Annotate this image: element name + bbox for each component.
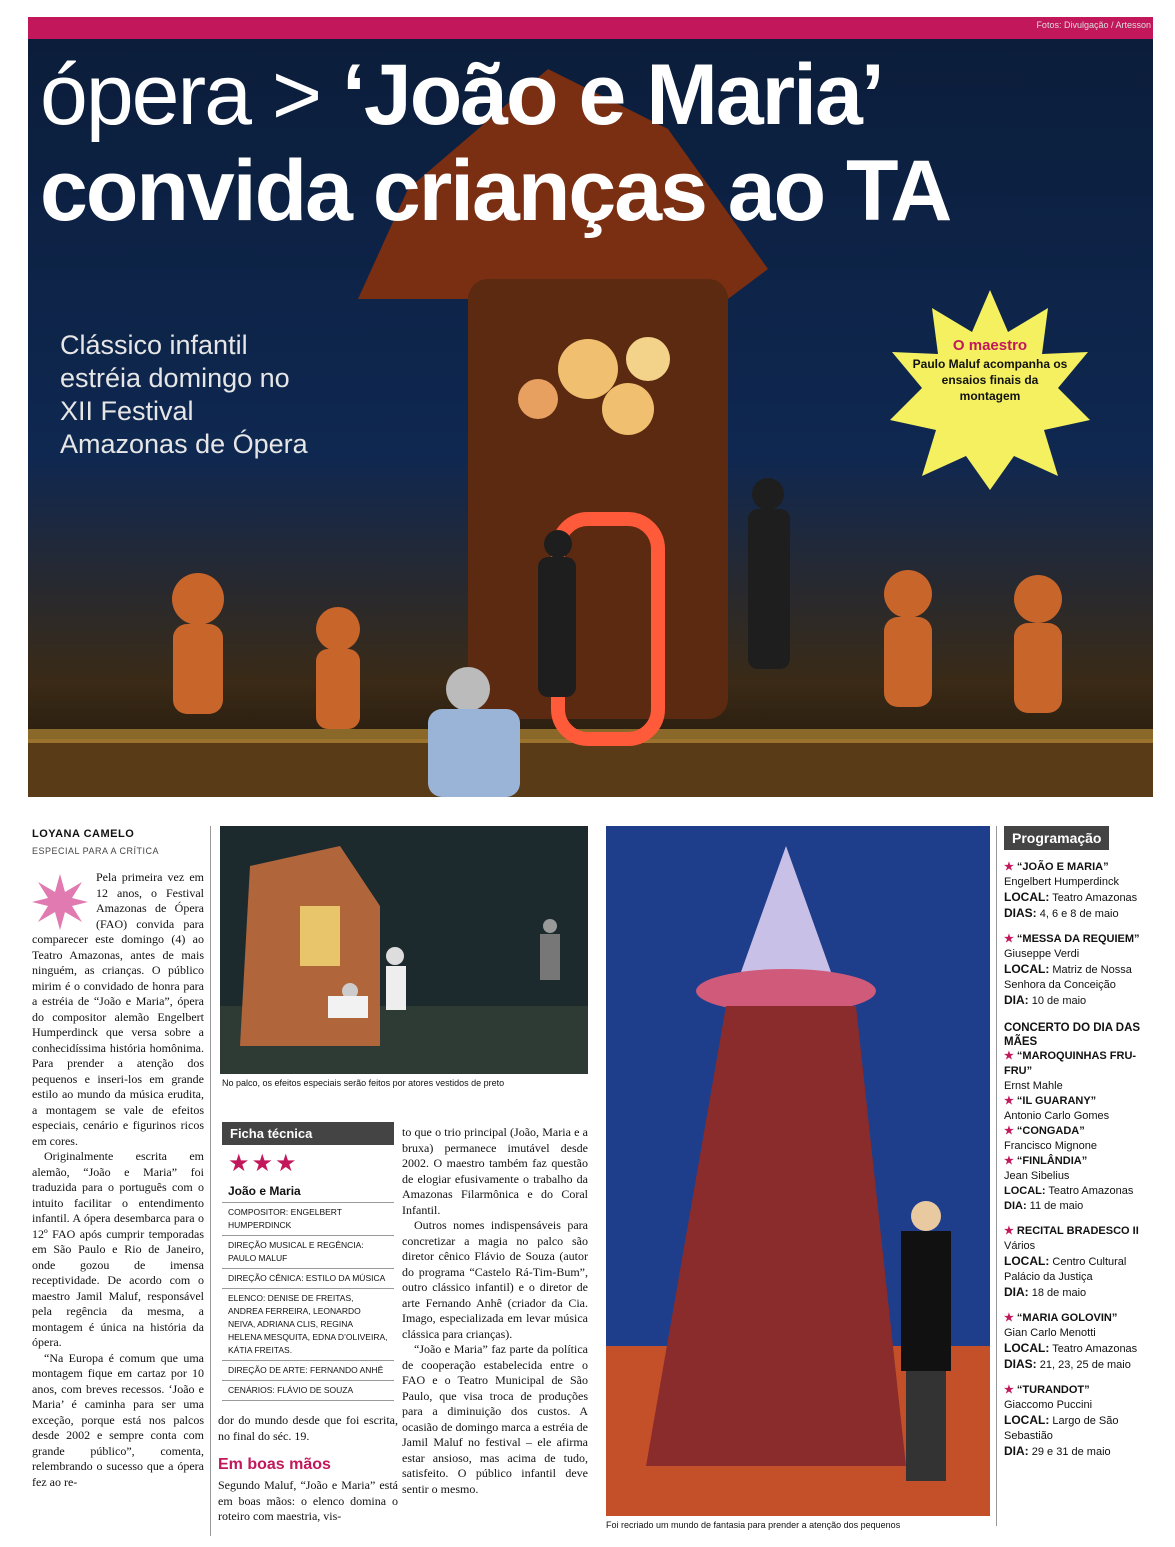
event-dias: 10 de maio [1031, 995, 1087, 1007]
rating-stars: ★★★ [228, 1150, 299, 1177]
event-dias-label: DIA: [1004, 993, 1029, 1007]
article-column-1 [32, 870, 204, 1490]
starburst-body: Paulo Maluf acompanha os ensaios finais da montagem [912, 357, 1068, 403]
lede: Clássico infantil estréia domingo no XII Festival Amazonas de Ópera [60, 330, 308, 459]
event-title: ★ “JOÃO E MARIA” [1004, 860, 1158, 875]
concert-item-author: Ernst Mahle [1004, 1080, 1063, 1092]
concert-local-label: LOCAL: [1004, 1185, 1046, 1197]
concert-item [1004, 1094, 1158, 1124]
witch-photo [606, 826, 990, 1516]
column-divider [996, 826, 997, 1526]
event-title: ★ “MESSA DA REQUIEM” [1004, 932, 1158, 947]
stage-photo-small [220, 826, 588, 1074]
concert-item-title: ★ “IL GUARANY” [1004, 1094, 1158, 1109]
event-local: Teatro Amazonas [1052, 1343, 1138, 1355]
ficha-tecnica-box [222, 1122, 394, 1401]
candy-decoration [626, 337, 670, 381]
candy-decoration [518, 379, 558, 419]
ficha-line: DIREÇÃO DE ARTE: FERNANDO ANHÊ [222, 1361, 394, 1381]
concert-dia: 11 de maio [1029, 1200, 1084, 1212]
event-author: Gian Carlo Menotti [1004, 1327, 1096, 1339]
paragraph: “João e Maria” faz parte da política de cooperação estabelecida entre o FAO e o Teatro Municipal de São Paulo, que visa troca de produções para a diminuição dos custos. A ocasião de domingo marca a estréia de Jamil Maluf no festival – ele afirma estar ansioso, mas acima de tudo, satisfeito. O público infantil deve sentir o mesmo. [402, 1342, 588, 1496]
event-dias: 4, 6 e 8 de maio [1039, 908, 1119, 920]
programacao-sidebar [1004, 826, 1158, 1460]
event-title: ★ RECITAL BRADESCO II [1004, 1224, 1158, 1239]
ficha-title: João e Maria [222, 1178, 394, 1203]
top-accent-bar [28, 17, 1153, 39]
event-item [1004, 1383, 1158, 1460]
starburst-text [910, 338, 1070, 404]
event-local-label: LOCAL: [1004, 1341, 1050, 1355]
concert-local: Teatro Amazonas [1048, 1185, 1134, 1197]
event-local: Teatro Amazonas [1052, 892, 1138, 904]
event-author: Giuseppe Verdi [1004, 948, 1080, 960]
paragraph: Segundo Maluf, “João e Maria” está em boas mãos: o elenco domina o roteiro com maestria, vis- [218, 1478, 398, 1523]
event-item [1004, 860, 1158, 922]
headline [40, 47, 950, 239]
event-author: Giaccomo Puccini [1004, 1399, 1093, 1411]
event-item [1004, 932, 1158, 1009]
event-local: Matriz de Nossa Senhora da Conceição [1004, 964, 1132, 991]
byline-role: ESPECIAL PARA A CRÍTICA [32, 846, 160, 856]
stage-floor [28, 739, 1153, 797]
event-local: Largo de São Sebastião [1004, 1415, 1119, 1442]
candy-decoration [602, 383, 654, 435]
headline-title-2: convida crianças ao TA [40, 143, 951, 239]
ficha-line: COMPOSITOR: ENGELBERT HUMPERDINCK [222, 1203, 394, 1236]
event-dias: 21, 23, 25 de maio [1039, 1359, 1131, 1371]
paragraph: “Na Europa é comum que uma montagem fique em cartaz por 10 anos, com breves recessos. ‘João e Maria’ é caminha para ser uma exceção, porque está nos palcos desde 2002 e sempre conta com grande público”, comenta, relembrando o sucesso que a ópera fez ao re- [32, 1350, 204, 1489]
subheading: Em boas mãos [218, 1456, 331, 1473]
concert-item-title: ★ “CONGADA” [1004, 1124, 1158, 1139]
ficha-line: DIREÇÃO MUSICAL E REGÊNCIA: PAULO MALUF [222, 1236, 394, 1269]
article-column-2c [218, 1478, 398, 1525]
pink-star-icon [32, 874, 88, 930]
stage-photo-illustration [220, 826, 588, 1074]
event-title: ★ “MARIA GOLOVIN” [1004, 1311, 1158, 1326]
ficha-header: Ficha técnica [222, 1122, 394, 1145]
photo-caption-2: Foi recriado um mundo de fantasia para prender a atenção dos pequenos [606, 1520, 901, 1530]
article-column-2 [402, 1125, 588, 1497]
article-column-2b [218, 1413, 398, 1444]
event-item [1004, 1311, 1158, 1373]
photo-credit: Fotos: Divulgação / Artesson [1036, 20, 1151, 30]
event-dias-label: DIAS: [1004, 1357, 1037, 1371]
byline-name: LOYANA CAMELO [32, 828, 135, 840]
event-title: ★ “TURANDOT” [1004, 1383, 1158, 1398]
candy-decoration [558, 339, 618, 399]
witch-photo-illustration [606, 826, 990, 1516]
event-dias-label: DIAS: [1004, 906, 1037, 920]
event-dias: 18 de maio [1031, 1287, 1087, 1299]
concert-item-author: Antonio Carlo Gomes [1004, 1110, 1110, 1122]
event-local-label: LOCAL: [1004, 962, 1050, 976]
event-local: Centro Cultural Palácio da Justiça [1004, 1256, 1127, 1283]
programacao-header: Programação [1004, 826, 1109, 850]
event-local-label: LOCAL: [1004, 1413, 1050, 1427]
concert-item [1004, 1049, 1158, 1094]
event-dias: 29 e 31 de maio [1031, 1446, 1111, 1458]
event-dias-label: DIA: [1004, 1285, 1029, 1299]
event-item [1004, 1224, 1158, 1301]
concert-title: CONCERTO DO DIA DAS MÃES [1004, 1022, 1141, 1048]
headline-kicker: ópera > [40, 47, 342, 143]
concert-item-title: ★ “FINLÂNDIA” [1004, 1154, 1158, 1169]
ficha-line: CENÁRIOS: FLÁVIO DE SOUZA [222, 1381, 394, 1401]
concert-dia-label: DIA: [1004, 1200, 1027, 1212]
paragraph: Pela primeira vez em 12 anos, o Festival Amazonas de Ópera (FAO) convida para comparecer este domingo (4) ao Teatro Amazonas, antes de mais ninguém, as crianças. O público mirim é o convidado de honra para a estréia de “João e Maria”, ópera do compositor alemão Engelbert Humperdinck que versa sobre a conhecidíssima história homônima. Para prender a atenção dos pequenos e inseri-los em grande estilo ao mundo da música erudita, a montagem se vale de efeitos especiais, cenário e figurinos ricos em cores. [32, 870, 204, 1148]
event-local-label: LOCAL: [1004, 1254, 1050, 1268]
paragraph: dor do mundo desde que foi escrita, no final do séc. 19. [218, 1413, 398, 1443]
paragraph: Originalmente escrita em alemão, “João e Maria” foi traduzida para o português com o intuito facilitar o entendimento infantil. A ópera desembarca para o 12º FAO após cumprir temporadas em São Paulo e Rio de Janeiro, onde gozou de imensa receptividade. De acordo com o maestro Jamil Maluf, responsável pela regência da mesma, a montagem é única na história da ópera. [32, 1149, 204, 1349]
event-dias-label: DIA: [1004, 1444, 1029, 1458]
concert-item-author: Francisco Mignone [1004, 1140, 1097, 1152]
concert-item-author: Jean Sibelius [1004, 1170, 1070, 1182]
paragraph: Outros nomes indispensáveis para concretizar a magia no palco são diretor cênico Flávio de Souza (autor do programa “Castelo Rá-Tim-Bum”, outro clássico infantil) e o diretor de arte Fernando Anhê (criador da Cia. Imago, especializada em levar música clássica para crianças). [402, 1218, 588, 1341]
column-divider [210, 826, 211, 1536]
starburst-title: O maestro [952, 337, 1028, 354]
concert-item-title: ★ “MAROQUINHAS FRU-FRU” [1004, 1049, 1158, 1079]
ficha-line: ELENCO: DENISE DE FREITAS, ANDREA FERREIRA, LEONARDO NEIVA, ADRIANA CLIS, REGINA HELENA MESQUITA, EDNA D’OLIVEIRA, KÁTIA FREITAS. [222, 1289, 394, 1361]
paragraph: to que o trio principal (João, Maria e a bruxa) permanece imutável desde 2002. O maestro também faz questão de elogiar efusivamente o trabalho da Amazonas Filarmônica e do Coral Infantil. [402, 1125, 588, 1217]
photo-caption-1: No palco, os efeitos especiais serão feitos por atores vestidos de preto [222, 1078, 505, 1088]
concert-item [1004, 1154, 1158, 1184]
event-author: Engelbert Humperdinck [1004, 876, 1119, 888]
concert-item [1004, 1124, 1158, 1154]
event-author: Vários [1004, 1240, 1036, 1252]
ficha-line: DIREÇÃO CÊNICA: ESTILO DA MÚSICA [222, 1269, 394, 1289]
event-local-label: LOCAL: [1004, 890, 1050, 904]
headline-title-1: ‘João e Maria’ [341, 47, 883, 143]
